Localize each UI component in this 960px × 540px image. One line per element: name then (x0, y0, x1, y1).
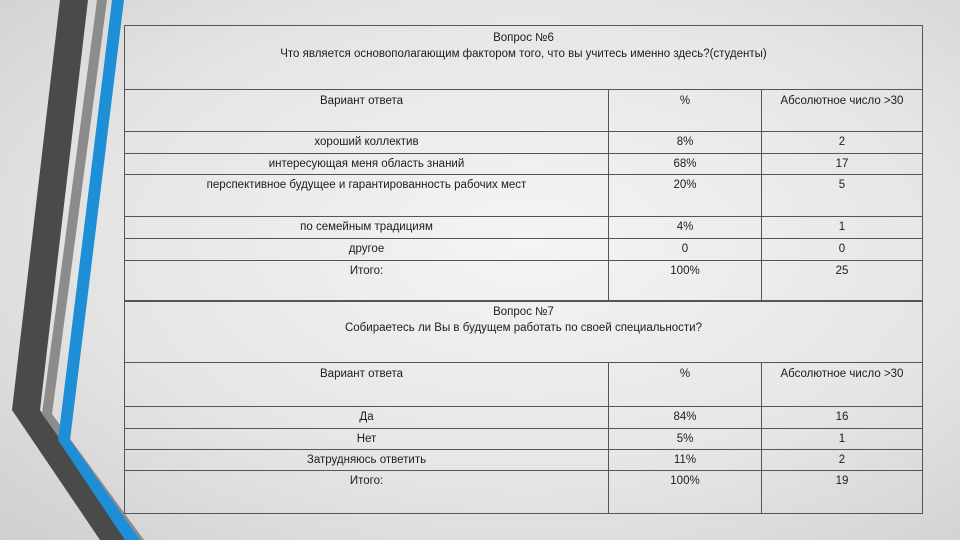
percent-cell: 68% (609, 154, 762, 174)
percent-cell: 100% (609, 471, 762, 513)
q6-title: Вопрос №6 (493, 32, 554, 44)
table-row (125, 239, 922, 261)
question-7-table (124, 300, 923, 514)
count-cell: 17 (835, 158, 849, 170)
table-row (125, 154, 922, 175)
percent-cell: 11% (609, 450, 762, 470)
q6-title-row (125, 26, 922, 90)
percent-cell: 100% (609, 261, 762, 301)
count-cell: 0 (838, 243, 846, 255)
count-cell: 16 (835, 411, 849, 423)
percent-cell: 20% (609, 175, 762, 216)
table-row (125, 407, 922, 429)
q7-title-row (125, 301, 922, 363)
q6-subtitle: Что является основополагающим фактором того, что вы учитесь именно здесь?(студенты) (280, 48, 767, 60)
percent-cell: 5% (609, 429, 762, 449)
question-6-table (124, 25, 923, 302)
answer-cell: Итого: (125, 471, 609, 513)
q7-header-row (125, 363, 922, 407)
answer-cell: Да (125, 407, 609, 428)
q6-header-percent: % (609, 90, 762, 131)
count-cell: 5 (838, 179, 846, 191)
answer-cell: перспективное будущее и гарантированность рабочих мест (125, 175, 609, 216)
count-cell: 1 (838, 433, 846, 445)
table-row-total (125, 261, 922, 301)
q7-header-percent: % (609, 363, 762, 406)
percent-cell: 8% (609, 132, 762, 153)
answer-cell: интересующая меня область знаний (125, 154, 609, 174)
count-cell: 1 (838, 221, 846, 233)
q6-header-count: Абсолютное число >30 (780, 95, 904, 107)
q7-header-answer: Вариант ответа (125, 363, 609, 406)
count-cell: 2 (838, 136, 846, 148)
count-cell: 25 (835, 265, 849, 277)
percent-cell: 4% (609, 217, 762, 238)
count-cell: 19 (835, 475, 849, 487)
table-row (125, 132, 922, 154)
answer-cell: Нет (125, 429, 609, 449)
percent-cell: 84% (609, 407, 762, 428)
answer-cell: Затрудняюсь ответить (125, 450, 609, 470)
table-row (125, 175, 922, 217)
answer-cell: хороший коллектив (125, 132, 609, 153)
answer-cell: по семейным традициям (125, 217, 609, 238)
answer-cell: Итого: (125, 261, 609, 301)
q7-subtitle: Собираетесь ли Вы в будущем работать по своей специальности? (344, 322, 703, 334)
q7-header-count: Абсолютное число >30 (780, 368, 904, 380)
table-row (125, 450, 922, 471)
answer-cell: другое (125, 239, 609, 260)
q6-header-row (125, 90, 922, 132)
count-cell: 2 (838, 454, 846, 466)
q6-header-answer: Вариант ответа (125, 90, 609, 131)
table-row (125, 217, 922, 239)
q7-title: Вопрос №7 (493, 306, 554, 318)
table-row-total (125, 471, 922, 513)
percent-cell: 0 (609, 239, 762, 260)
table-row (125, 429, 922, 450)
